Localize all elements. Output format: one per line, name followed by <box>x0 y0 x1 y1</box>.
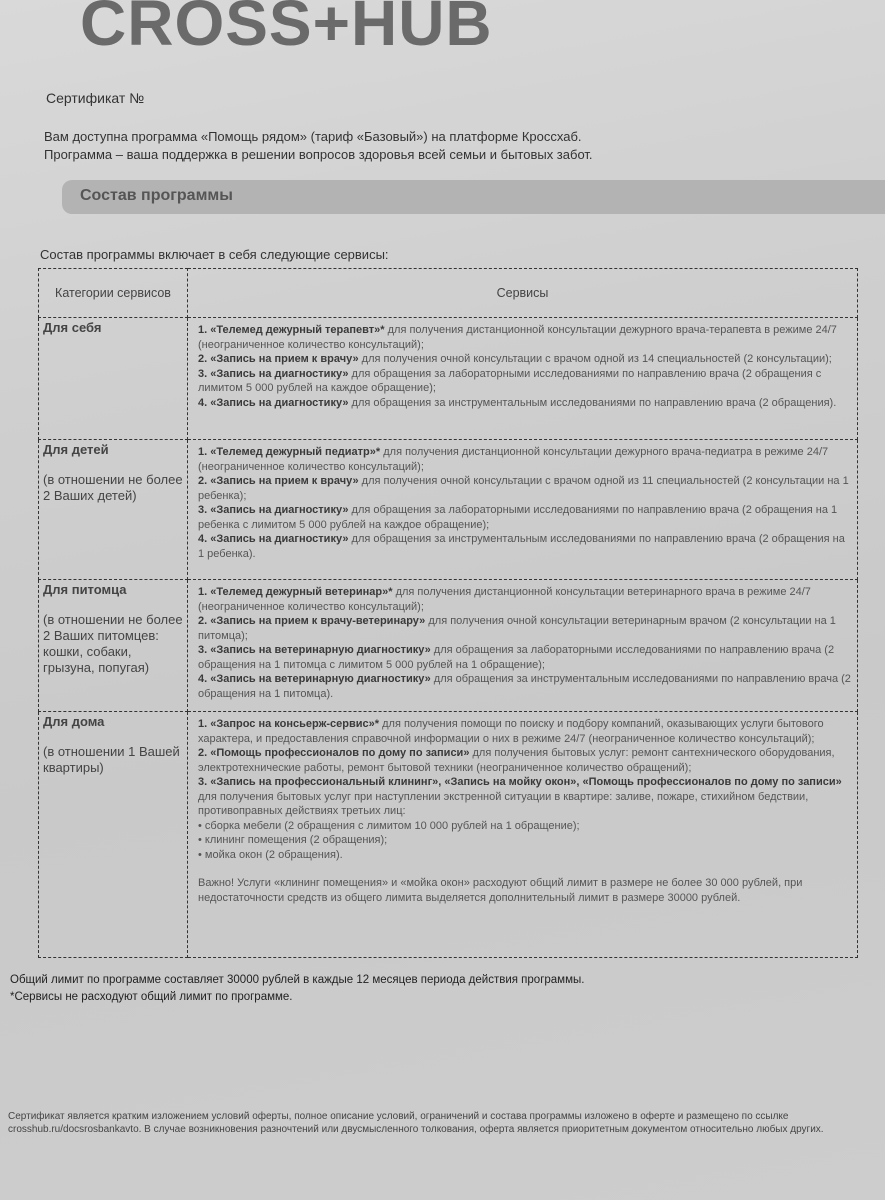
service-description: для обращения за лабораторными исследованиями по направлению врача (2 обращения на 1 питомца с лимитом 5 000 рублей на 1 обращение); <box>198 644 835 671</box>
service-item <box>198 833 851 848</box>
category-cell <box>39 712 188 958</box>
important-note: Важно! Услуги «клининг помещения» и «мойка окон» расходуют общий лимит в размере не более 30 000 рублей, при недостаточности средств из общего лимита выделяется дополнительный лимит в размере 30000 рублей. <box>198 877 803 904</box>
category-cell <box>39 318 188 440</box>
service-description: для получения очной консультации ветеринарным врачом (2 консультации на 1 питомца); <box>198 615 836 642</box>
service-description: для обращения за лабораторными исследованиями по направлению врача (2 обращения с лимитом 5 000 рублей на каждое обращение); <box>198 367 822 394</box>
service-description: для обращения за инструментальным исследованиями по направлению врача (2 обращения на 1 питомца). <box>198 673 851 700</box>
service-description: для получения дистанционной консультации дежурного врача-педиатра в режиме 24/7 (неограниченное количество консультаций); <box>198 446 829 473</box>
service-title: 1. «Телемед дежурный педиатр»* <box>198 446 381 458</box>
header-services: Сервисы <box>188 269 858 318</box>
service-description: для обращения за лабораторными исследованиями по направлению врача (2 обращения на 1 ребенка с лимитом 5 000 рублей на каждое обращение); <box>198 504 838 531</box>
section-header <box>62 180 885 214</box>
service-description: для получения бытовых услуг: ремонт сантехнического оборудования, электротехнические работы, ремонт бытовой техники (неограниченное количество обращений); <box>198 747 835 774</box>
category-name: Для дома <box>43 714 105 729</box>
category-note: (в отношении 1 Вашей квартиры) <box>43 744 180 775</box>
section-title: Состав программы <box>80 187 233 204</box>
service-item <box>198 614 851 643</box>
service-title: 2. «Запись на прием к врачу» <box>198 353 359 365</box>
service-item <box>198 532 851 561</box>
service-item <box>198 819 851 834</box>
services-cell <box>188 712 858 958</box>
category-name: Для детей <box>43 442 109 457</box>
service-description: для получения очной консультации с врачом одной из 14 специальностей (2 консультации); <box>358 353 832 365</box>
services-cell <box>188 318 858 440</box>
table-row <box>39 318 858 440</box>
service-title: 1. «Телемед дежурный ветеринар»* <box>198 586 393 598</box>
service-description: для получения дистанционной консультации ветеринарного врача в режиме 24/7 (неограниченное количество консультаций); <box>198 586 811 613</box>
service-title: 2. «Запись на прием к врачу-ветеринару» <box>198 615 426 627</box>
service-item <box>198 352 851 367</box>
service-description: • мойка окон (2 обращения). <box>198 848 343 861</box>
services-table <box>38 268 858 958</box>
service-item <box>198 643 851 672</box>
category-note: (в отношении не более 2 Ваших детей) <box>43 472 183 503</box>
service-title: 2. «Запись на прием к врачу» <box>198 475 359 487</box>
service-item <box>198 775 851 819</box>
service-item <box>198 503 851 532</box>
service-description: для получения помощи по поиску и подбору компаний, оказывающих услуги бытового характера, и предоставления справочной информации о них в режиме 24/7 (неограниченное количество консультаций); <box>198 718 824 745</box>
service-description: для обращения за инструментальным исследованиями по направлению врача (2 обращения на 1 ребенка). <box>198 533 845 560</box>
service-item <box>198 717 851 746</box>
intro-text <box>44 128 593 164</box>
service-item <box>198 672 851 701</box>
service-item <box>198 474 851 503</box>
service-item <box>198 367 851 396</box>
intro-line: Вам доступна программа «Помощь рядом» (тариф «Базовый») на платформе Кроссхаб. <box>44 129 582 144</box>
asterisk-note: *Сервисы не расходуют общий лимит по программе. <box>10 991 293 1003</box>
service-description: • клининг помещения (2 обращения); <box>198 834 388 846</box>
service-description: для получения дистанционной консультации дежурного врача-терапевта в режиме 24/7 (неограниченное количество консультаций); <box>198 324 837 351</box>
table-row <box>39 440 858 580</box>
service-title: 3. «Запись на диагностику» <box>198 367 349 380</box>
service-item <box>198 585 851 614</box>
service-item <box>198 396 851 411</box>
table-row <box>39 712 858 958</box>
service-item <box>198 746 851 775</box>
intro-line: Программа – ваша поддержка в решении вопросов здоровья всей семьи и бытовых забот. <box>44 147 593 162</box>
lead-text: Состав программы включает в себя следующие сервисы: <box>40 247 389 262</box>
category-note: (в отношении не более 2 Ваших питомцев: кошки, собаки, грызуна, попугая) <box>43 612 183 675</box>
service-title: 2. «Помощь профессионалов по дому по записи» <box>198 747 470 759</box>
crosshub-logo: CROSS+HUB <box>80 0 493 59</box>
category-name: Для питомца <box>43 582 127 597</box>
services-cell <box>188 440 858 580</box>
footnotes <box>10 972 584 1006</box>
disclaimer: Сертификат является кратким изложением условий оферты, полное описание условий, ограничений и состава программы изложено в оферте и размещено по ссылке crosshub.ru/docsrosbankavto. В случае возникновения разночтений или двусмысленного толкования, оферта является приоритетным документом относительно любых других. <box>8 1111 824 1135</box>
service-title: 1. «Телемед дежурный терапевт»* <box>198 324 385 336</box>
service-description: для получения очной консультации с врачом одной из 11 специальностей (2 консультации на 1 ребенка); <box>198 475 849 502</box>
service-item <box>198 323 851 352</box>
service-title: 3. «Запись на ветеринарную диагностику» <box>198 644 431 656</box>
services-cell <box>188 580 858 712</box>
service-title: 4. «Запись на диагностику» <box>198 533 349 545</box>
service-description: для получения бытовых услуг при наступлении экстренной ситуации в квартире: заливе, пожаре, стихийном бедствии, противоправных действиях третьих лиц: <box>198 790 809 817</box>
service-title: 3. «Запись на профессиональный клининг», «Запись на мойку окон», «Помощь профессионалов по дому по записи» <box>198 776 842 788</box>
service-title: 1. «Запрос на консьерж-сервис»* <box>198 718 380 730</box>
service-description: • сборка мебели (2 обращения с лимитом 10 000 рублей на 1 обращение); <box>198 819 580 832</box>
certificate-number-label: Сертификат № <box>46 90 145 106</box>
service-title: 4. «Запись на диагностику» <box>198 396 349 409</box>
table-row <box>39 580 858 712</box>
total-limit-note: Общий лимит по программе составляет 30000 рублей в каждые 12 месяцев периода действия программы. <box>10 974 585 986</box>
service-description: для обращения за инструментальным исследованиями по направлению врача (2 обращения). <box>348 396 837 409</box>
category-cell <box>39 580 188 712</box>
category-name: Для себя <box>43 320 102 335</box>
service-item <box>198 445 851 474</box>
header-categories: Категории сервисов <box>39 269 188 318</box>
table-header-row <box>39 269 858 318</box>
category-cell <box>39 440 188 580</box>
service-item <box>198 848 851 863</box>
service-title: 3. «Запись на диагностику» <box>198 504 349 516</box>
service-title: 4. «Запись на ветеринарную диагностику» <box>198 673 431 685</box>
